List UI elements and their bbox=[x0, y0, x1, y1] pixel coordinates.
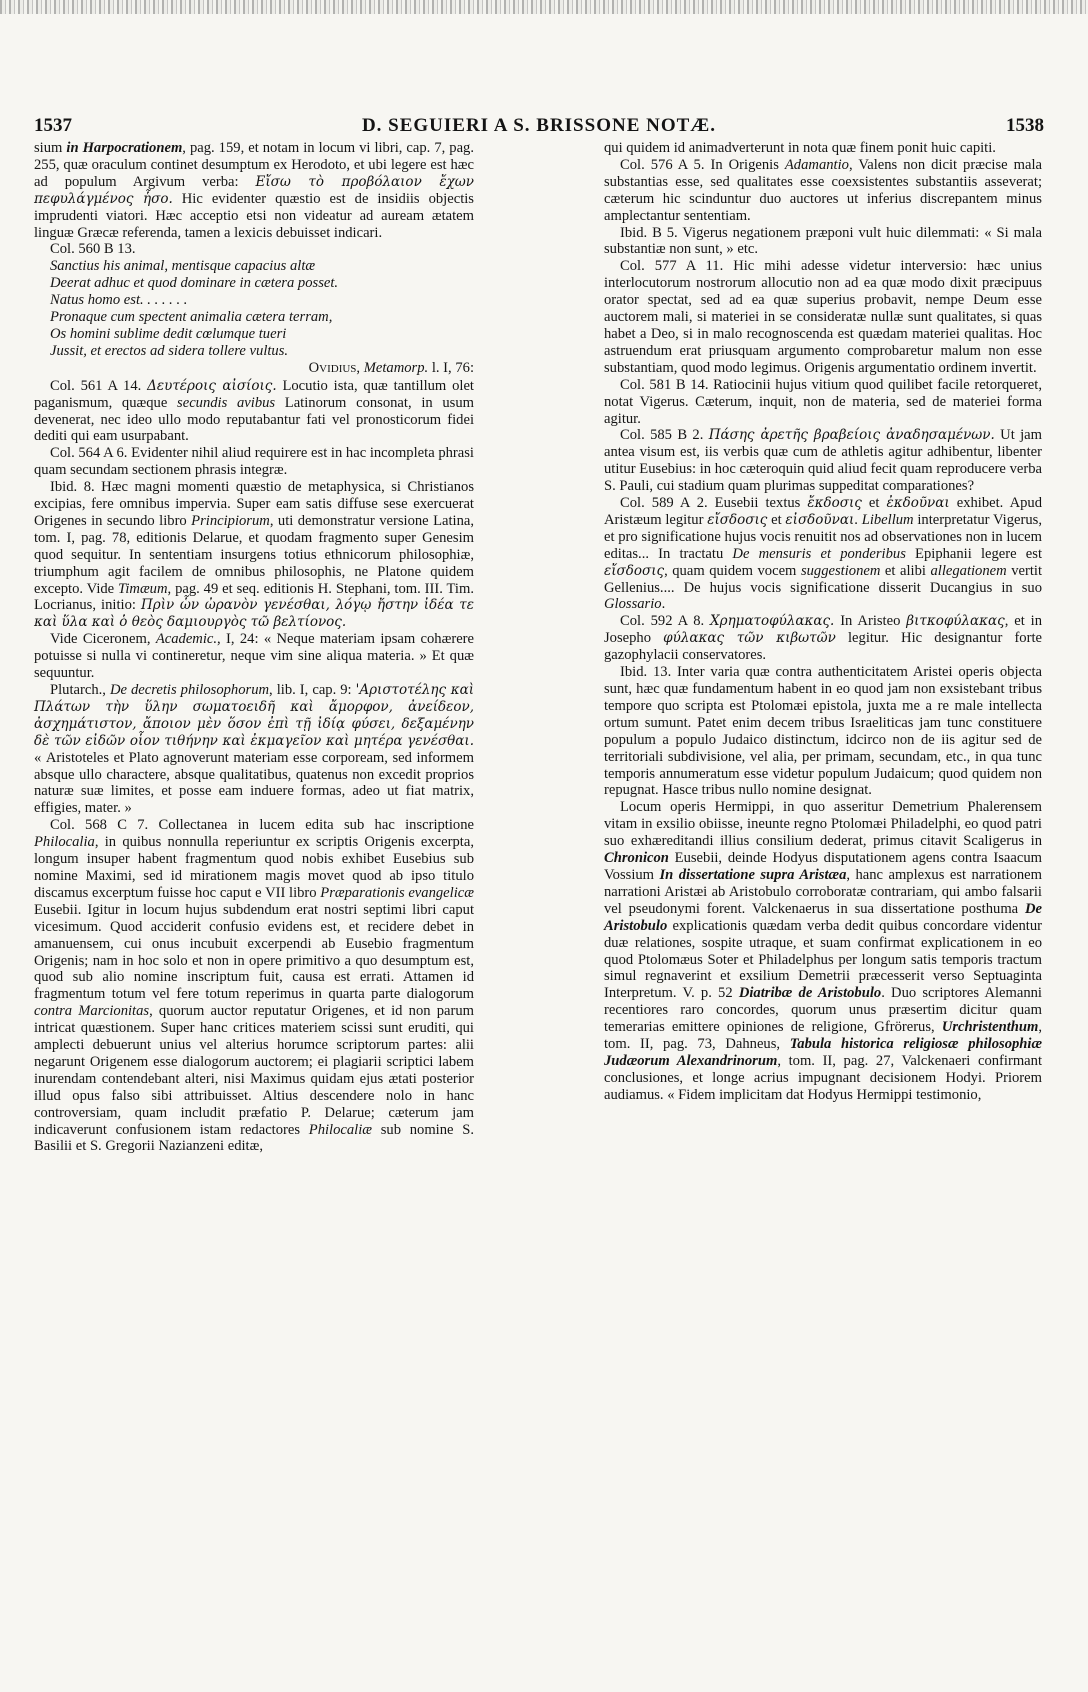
right-column-number: 1538 bbox=[1006, 115, 1044, 136]
paragraph: Col. 576 A 5. In Origenis Adamantio, Valens non dicit præcise mala substantias esse, sed qualitates esse coexsistentes substantiis asseverat; cæterum hic scinduntur duo auctores ut inferius discrepantem minus amplectantur sententiam. bbox=[604, 156, 1042, 224]
paragraph: Col. 564 A 6. Evidenter nihil aliud requirere est in hac incompleta phrasi quam secundam sectionem phrasis integræ. bbox=[34, 445, 474, 479]
paragraph: Col. 581 B 14. Ratiocinii hujus vitium quod quilibet facile retorqueret, notat Vigerus. Cæterum, inquit, non de materia, sed de materiei forma agitur. bbox=[604, 376, 1042, 427]
paragraph: Col. 561 A 14. Δευτέροις αἰσίοις. Locutio ista, quæ tantillum olet paganismum, quæque secundis avibus Latinorum consonat, in usum devenerat, nec ideo ullo modo reputabantur fati vel pronosticorum fidei dediti qui eam usurpabant. bbox=[34, 377, 474, 445]
paragraph: Os homini sublime dedit cœlumque tueri bbox=[50, 325, 287, 342]
scanned-page-edge bbox=[0, 0, 1088, 14]
paragraph: Jussit, et erectos ad sidera tollere vultus. bbox=[50, 342, 289, 359]
paragraph: Locum operis Hermippi, in quo asseritur Demetrium Phalerensem vitam in exsilio obiisse, ineunte regno Ptolomæi Philadelphi, eo quod patri suo exhæreditandi illius consilium dederat, primus citavit Scaligerus in Chronicon Eusebii, deinde Hodyus disputationem agens contra Isaacum Vossium In dissertatione supra Aristæa, hanc amplexus est narrationem narrationi Aristæi ab Aristobulo corroboratæ contrariam, qui ambo falsarii vel pseudonymi forent. Valckenaerus in sua dissertatione posthuma De Aristobulo explicationis quædam verba dedit quibus concordare videntur duæ relationes, sospite utraque, et suam confirmat explicationem in eo quod Ptolomæus Soter et Philadelphus per longum satis temporis tractum simul regnaverint et exsilium Demetrii præcesserit verso Septuaginta Interpretum. V. p. 52 Diatribæ de Aristobulo. Duo scriptores Alemanni recentiores raro concordes, quorum unus præsertim dicitur quam temerarias emittere opiniones de religione, Gfrörerus, Urchristenthum, tom. II, pag. 73, Dahneus, Tabula historica religiosæ philosophiæ Judæorum Alexandrinorum, tom. II, pag. 27, Valckenaeri confirmant conclusiones, et longe acrius impugnant decisionem Hodyi. Priorem audiamus. « Fidem implicitam dat Hodyus Hermippi testimonio, bbox=[604, 799, 1043, 1103]
page-title: D. SEGUIERI A S. BRISSONE NOTÆ. bbox=[361, 115, 717, 136]
paragraph: Vide Ciceronem, Academic., I, 24: « Neque materiam ipsam cohærere potuisse si nulla vi contineretur, neque vim sine aliqua materia. » Et quæ sequuntur. bbox=[34, 631, 475, 682]
paragraph: Sanctius his animal, mentisque capacius altæ bbox=[50, 258, 316, 275]
paragraph: Ibid. 13. Inter varia quæ contra authenticitatem Aristei operis objecta sunt, hæc quæ fundamentum habent in eo quod jam non exsistebant tribus tempore quo scripta est Ptolomæi epistola, juxta me a re male intellecta ortum sumunt. Patet enim decem tribus Israeliticas jam tunc constituere populum a populo Judaico distinctum, idcirco non de iis agitur sed de territoriali subdivisione, vel alia, per primam, secundam, etc., in qua tunc temporis annumeratum esse videtur populum Judaicum; quod quidem non repugnat. Hasce tribus nullo nomine designat. bbox=[604, 664, 1042, 799]
left-column-number: 1537 bbox=[34, 115, 72, 136]
paragraph: Natus homo est. . . . . . . bbox=[50, 292, 188, 309]
paragraph: Col. 568 C 7. Collectanea in lucem edita sub hac inscriptione Philocalia, in quibus nonnulla reperiuntur ex scriptis Origenis excerpta, longum insuper habent fragmentum quod nobis exhibet Eusebius sub nomine Maximi, sed id mirationem magis movet quod ab ipso titulo discamus excerptum fuisse hoc caput e VII libro Præparationis evangelicæ Eusebii. Igitur in locum hujus subdendum erat nostri septimi libri caput vicesimum. Quod acciderit confusio evidens est, et recidere debet in amanuensem, cui onus incubuit excerpendi ab Eusebio fragmentum Origenis; nam in hoc solo et non in opere primitivo a quo desumptum est, quod sub alio nomine inscriptum fuit, causa est errati. Attamen id fragmentum totum vel fere totum reperimus in quarta parte dialogorum contra Marcionitas, quorum auctor reputatur Origenes, et id non parum intricat quæstionem. Super hanc critices materiem scissi sunt eruditi, qui amplecti debuerunt unius vel alterius horumce scriptorum partes: alii negarunt Origenem esse dialogorum auctorem; ei plagiarii scriptici labem inurendam contendebant alteri, nisi Maximus quidam ejus ætati posterior illud opus falso sibi attribuisset. Altius descendere nolo in hanc controversiam, quam includit præfatio P. Delarue; cæterum jam indicaverunt confusionem istam redactores Philocaliæ sub nomine S. Basilii et S. Gregorii Nazianzeni editæ, bbox=[34, 817, 474, 1155]
paragraph: Plutarch., De decretis philosophorum, lib. I, cap. 9: 'Αριστοτέλης καὶ Πλάτων τὴν ὕλην σωματοειδῆ καὶ ἄμορφον, ἀνείδεον, ἀσχημάτιστον, ἄποιον μὲν ὅσον ἐπὶ τῇ ἰδίᾳ φύσει, δεξαμένην δὲ τῶν εἰδῶν οἷον τιθήνην καὶ ἐκμαγεῖον καὶ μητέρα γενέσθαι. « Aristoteles et Plato agnoverunt materiam esse corpoream, sed informem absque ullo charactere, absque qualitatibus, quatenus non excedit proprios naturæ suæ limites, et posse eam induere formas, adeo ut fiat matrix, effigies, mater. » bbox=[34, 682, 474, 817]
right-text-column bbox=[604, 140, 1042, 1104]
paragraph: Col. 560 B 13. bbox=[50, 241, 136, 258]
running-header bbox=[34, 114, 1044, 138]
paragraph: Pronaque cum spectent animalia cætera terram, bbox=[50, 309, 333, 326]
paragraph: OVIDIUS, Metamorp. l. I, 76: bbox=[308, 359, 474, 376]
paragraph: Col. 592 A 8. Χρηματοφύλακας. In Aristeo βιτκοφύλακας, et in Josepho φύλακας τῶν κιβωτῶν legitur. Hic designantur forte gazophylacii conservatores. bbox=[604, 613, 1042, 664]
paragraph: Col. 585 B 2. Πάσης ἀρετῆς βραβείοις ἀναδησαμένων. Ut jam antea visum est, iis verbis quæ cum de athletis agitur adhibentur, libenter utitur Eusebius: in hoc cæteroquin quid aliud fecit quam reproducere verba S. Pauli, cui stadium quam plurimas suppeditat comparationes? bbox=[604, 427, 1042, 495]
paragraph: sium in Harpocrationem, pag. 159, et notam in locum vi libri, cap. 7, pag. 255, quæ oraculum continet desumptum ex Herodoto, et ubi legere est hæc ad populum Argivum verba: Εἴσω τὸ προβόλαιον ἔχων πεφυλάγμένος ἧσο. Hic evidenter quæstio est de insidiis objectis imprudenti viatori. Hæc acceptio etsi non videatur ad auream ætatem linguæ Græcæ referenda, tamen a lexicis debuisset indicari. bbox=[34, 140, 474, 241]
paragraph: Col. 577 A 11. Hic mihi adesse videtur interversio: hæc unius interlocutorum nostrorum allocutio non ad ea quæ modo dixit præcipuus orator spectat, sed ad ea quæ superius probavit, nempe Deum esse auctorem mali, si materiei in se consideratæ nullæ sunt qualitates, si quas habet a Deo, si in malo recognoscenda est quædam materiei qualitas. Hoc astruendum erat priusquam argumento comprobaretur malum non esse substantiam, quod modo legimus. Origenis argumentatio ordinem invertit. bbox=[604, 258, 1042, 376]
paragraph: Ibid. 8. Hæc magni momenti quæstio de metaphysica, si Christianos excipias, fere omnibus impervia. Super eam satis diffuse sese exercuerat Origenes in secundo libro Principiorum, uti demonstratur versione Latina, tom. I, pag. 78, editionis Delarue, et quodam fragmento super Genesim quod sequitur. In sententiam insurgens totius ethnicorum philosophiæ, triumphum agit facilem de omnibus philosophis, ne Platone quidem excepto. Vide Timæum, pag. 49 et seq. editionis H. Stephani, tom. III. Tim. Locrianus, initio: Πρὶν ὧν ὠρανὸν γενέσθαι, λόγῳ ἤστην ἰδέα τε καὶ ὕλα καὶ ὁ θεὸς δαμιουργὸς τῶ βελτίονος. bbox=[34, 479, 474, 631]
paragraph: qui quidem id animadverterunt in nota quæ finem ponit huic capiti. bbox=[604, 140, 996, 156]
paragraph: Col. 589 A 2. Eusebii textus ἔκδοσις et ἐκδοῦναι exhibet. Apud Aristæum legitur εἴσδοσις et εἰσδοῦναι. Libellum interpretatur Vigerus, et pro significatione hujus vocis renuitit nos ad observationes non in lucem editas... In tractatu De mensuris et ponderibus Epiphanii legere est εἴσδοσις, quam quidem vocem suggestionem et alibi allegationem vertit Gellenius.... De hujus vocis significatione disserit Ducangius in suo Glossario. bbox=[604, 495, 1042, 613]
paragraph: Deerat adhuc et quod dominare in cætera posset. bbox=[50, 275, 339, 292]
paragraph: Ibid. B 5. Vigerus negationem præponi vult huic dilemmati: « Si mala substantiæ non sunt, » etc. bbox=[604, 224, 1042, 258]
left-text-column bbox=[34, 140, 474, 1155]
